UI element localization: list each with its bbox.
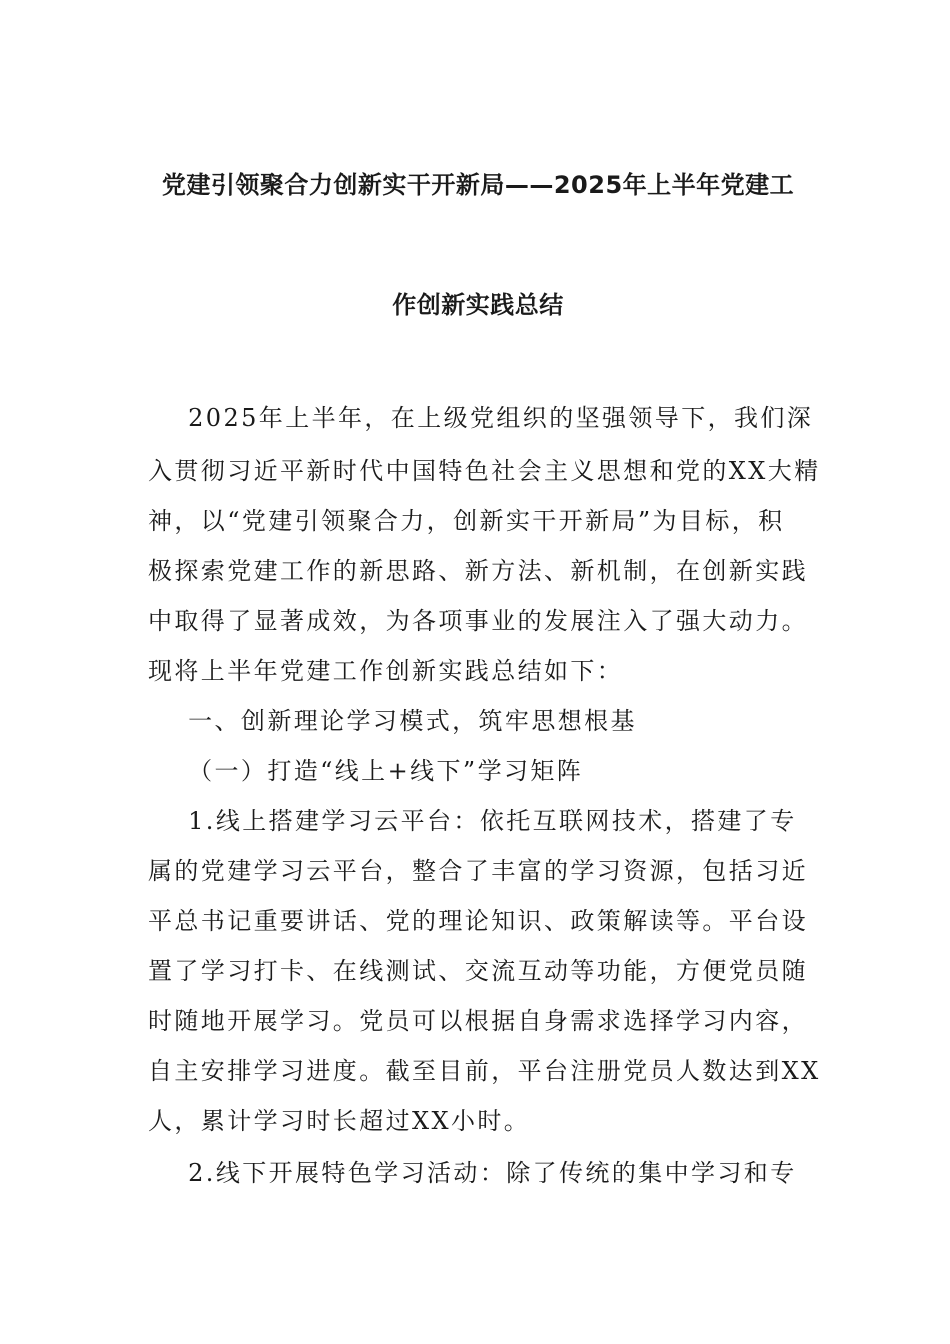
body-line: 时随地开展学习。党员可以根据自身需求选择学习内容， <box>148 1007 808 1035</box>
body-line: 自主安排学习进度。截至目前，平台注册党员人数达到XX <box>148 1057 821 1085</box>
body-line: 2025年上半年，在上级党组织的坚强领导下，我们深 <box>148 404 814 432</box>
body-line: 2.线下开展特色学习活动：除了传统的集中学习和专 <box>148 1159 797 1187</box>
body-line: 1.线上搭建学习云平台：依托互联网技术，搭建了专 <box>148 807 797 835</box>
subsection-heading: （一）打造“线上+线下”学习矩阵 <box>148 757 584 785</box>
body-line: 入贯彻习近平新时代中国特色社会主义思想和党的XX大精 <box>148 457 821 485</box>
body-line: 极探索党建工作的新思路、新方法、新机制，在创新实践 <box>148 557 808 585</box>
document-title-line-2: 作创新实践总结 <box>392 291 564 319</box>
body-line: 人，累计学习时长超过XX小时。 <box>148 1107 531 1135</box>
body-line: 平总书记重要讲话、党的理论知识、政策解读等。平台设 <box>148 907 808 935</box>
body-line: 置了学习打卡、在线测试、交流互动等功能，方便党员随 <box>148 957 808 985</box>
body-line: 现将上半年党建工作创新实践总结如下： <box>148 657 624 685</box>
body-line: 中取得了显著成效，为各项事业的发展注入了强大动力。 <box>148 607 808 635</box>
body-line: 属的党建学习云平台，整合了丰富的学习资源，包括习近 <box>148 857 808 885</box>
section-heading: 一、创新理论学习模式，筑牢思想根基 <box>148 707 637 735</box>
body-line: 神，以“党建引领聚合力，创新实干开新局”为目标，积 <box>148 507 785 535</box>
document-title-line-1: 党建引领聚合力创新实干开新局——2025年上半年党建工 <box>161 171 795 199</box>
